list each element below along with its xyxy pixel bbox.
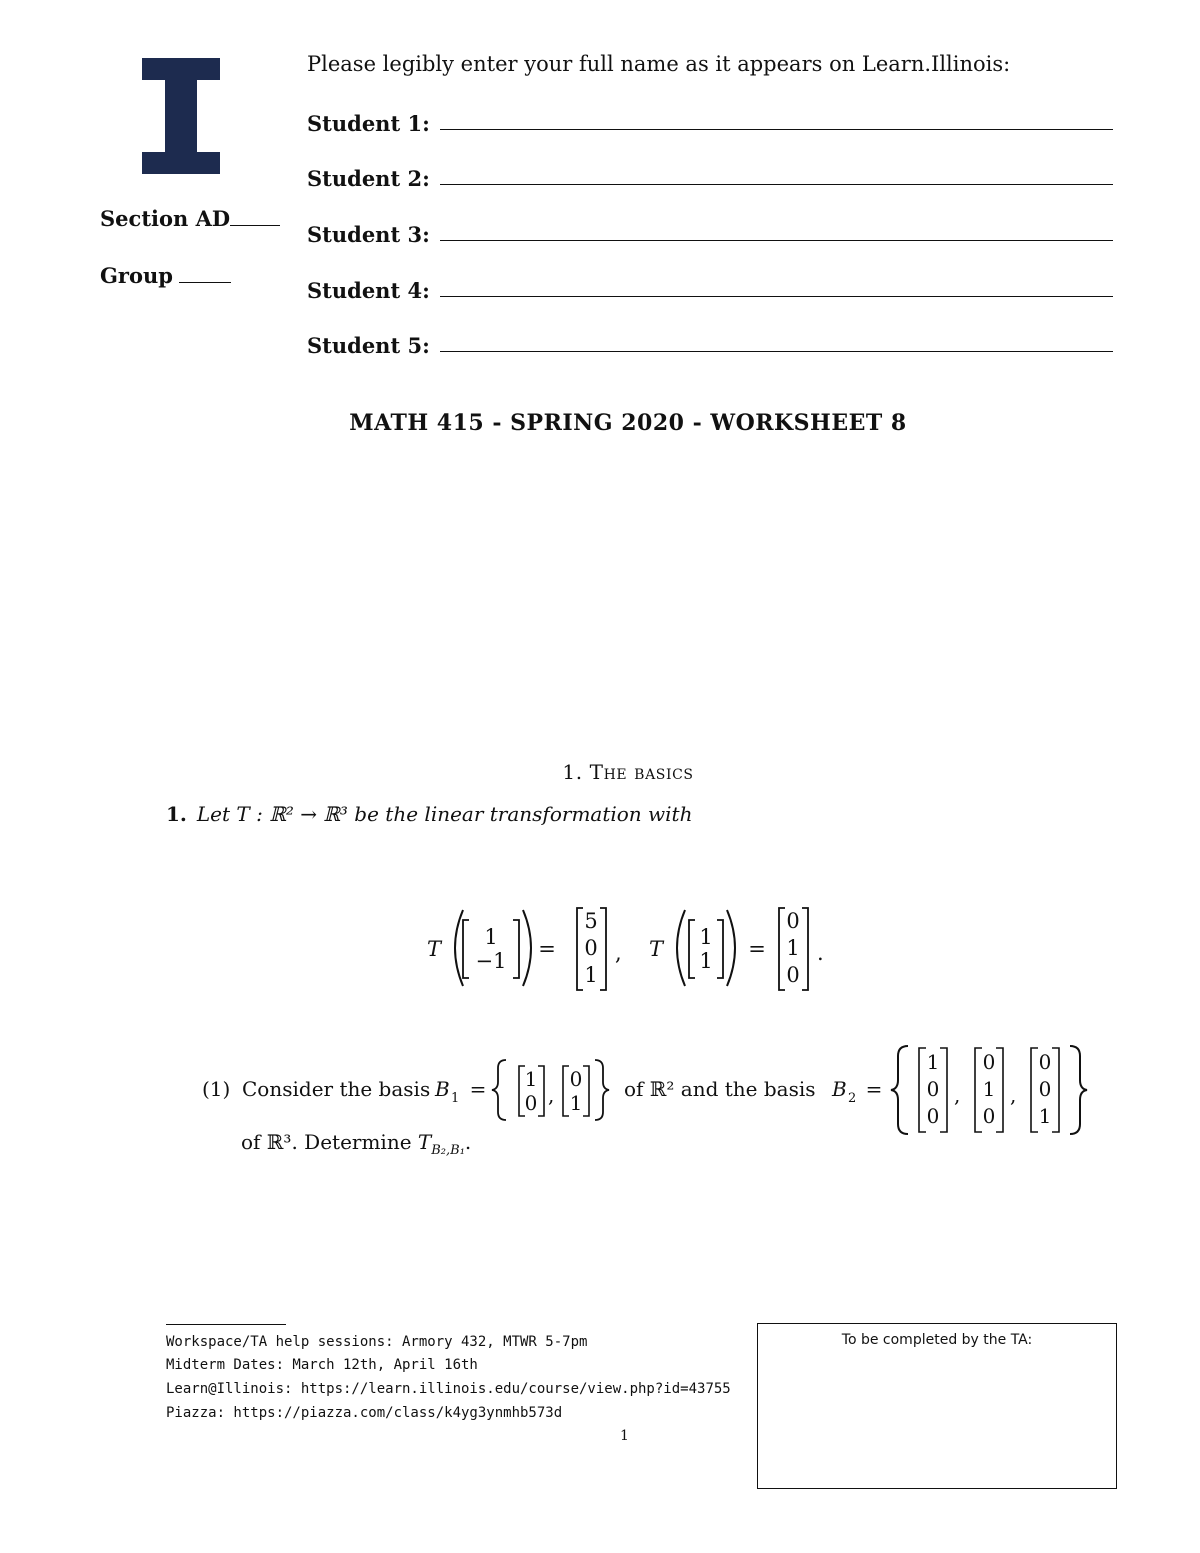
group-field[interactable]	[100, 263, 231, 288]
part-1-text-a: Consider the basis	[242, 1077, 431, 1101]
b2v1-entry-0: 1	[926, 1050, 940, 1074]
bracket-left-b2v1	[919, 1048, 926, 1132]
w1-entry-0: 5	[584, 909, 598, 933]
paren-left-1	[455, 910, 463, 986]
b2v2-entry-2: 0	[982, 1104, 996, 1128]
eq-sign-1: =	[538, 937, 556, 961]
ta-box[interactable]	[757, 1323, 1117, 1489]
bracket-right-w1	[600, 908, 606, 990]
bracket-left-b2v3	[1031, 1048, 1038, 1132]
w2-entry-1: 1	[786, 936, 800, 960]
b2v1-entry-1: 0	[926, 1077, 940, 1101]
part-1-label: (1)	[202, 1077, 231, 1101]
ta-box-label: To be completed by the TA:	[841, 1332, 1033, 1348]
eq-sign-2: =	[748, 937, 766, 961]
bracket-right-v2	[717, 920, 723, 978]
page-number: 1	[620, 1428, 629, 1444]
section-field[interactable]	[100, 206, 280, 231]
part-1-cont-subscript: B₂,B₁	[431, 1143, 465, 1158]
student-3-row[interactable]	[307, 215, 1113, 247]
section-label: Section AD	[100, 206, 231, 231]
bracket-left-w2	[779, 908, 785, 990]
problem-number: 1.	[166, 802, 187, 826]
v1-entry-1: −1	[475, 949, 507, 973]
section-heading	[0, 760, 1200, 784]
part-1-continuation	[241, 1130, 471, 1158]
brace-left-B1	[492, 1060, 506, 1120]
student-2-line[interactable]	[440, 183, 1113, 185]
group-label: Group	[100, 263, 173, 288]
w2-entry-2: 0	[786, 963, 800, 987]
student-5-line[interactable]	[440, 350, 1113, 352]
paren-right-1	[523, 910, 531, 986]
eq-T-1: T	[427, 937, 442, 961]
student-1-row[interactable]	[307, 104, 1113, 136]
part-1-eq-2: =	[865, 1077, 883, 1101]
student-3-label: Student 3:	[307, 222, 430, 247]
student-5-row[interactable]	[307, 326, 1113, 358]
v2-entry-0: 1	[699, 925, 713, 949]
section-line[interactable]	[230, 224, 280, 226]
b1v1-entry-0: 1	[524, 1067, 538, 1091]
footer-help-sessions: Workspace/TA help sessions: Armory 432, MTWR 5-7pm	[166, 1334, 588, 1350]
student-4-label: Student 4:	[307, 278, 430, 303]
section-number: 1.	[562, 760, 583, 784]
part-1-text-b: of ℝ² and the basis	[624, 1077, 816, 1101]
part-1-cont-end: .	[464, 1130, 472, 1154]
footer-learn-link[interactable]: Learn@Illinois: https://learn.illinois.edu/course/view.php?id=43755	[166, 1381, 731, 1397]
name-prompt: Please legibly enter your full name as it appears on Learn.Illinois:	[307, 52, 1011, 76]
paren-right-2	[727, 910, 735, 986]
b2-separator-1: ,	[954, 1083, 961, 1107]
footer-rule	[166, 1324, 286, 1325]
basis-B2-subscript: 2	[848, 1091, 857, 1106]
transformation-equation	[425, 900, 835, 1000]
b2v2-entry-1: 1	[982, 1077, 996, 1101]
bracket-right-b2v2	[996, 1048, 1003, 1132]
statement-pre: Let	[196, 802, 237, 826]
statement-map: T : ℝ² → ℝ³	[236, 802, 348, 826]
basis-B2-symbol: B	[832, 1077, 847, 1101]
student-5-label: Student 5:	[307, 333, 430, 358]
section-name: The basics	[589, 760, 694, 784]
student-2-label: Student 2:	[307, 166, 430, 191]
statement-post: be the linear transformation with	[347, 802, 693, 826]
university-logo-icon	[142, 58, 220, 174]
bracket-right-w2	[802, 908, 808, 990]
eq-separator: ,	[615, 941, 622, 965]
bracket-right-b1v2	[583, 1066, 589, 1116]
v2-entry-1: 1	[699, 949, 713, 973]
student-3-line[interactable]	[440, 239, 1113, 241]
problem-statement	[166, 802, 692, 826]
bracket-left-w1	[577, 908, 583, 990]
w1-entry-2: 1	[584, 963, 598, 987]
basis-B1-symbol: B	[435, 1077, 450, 1101]
b1v1-entry-1: 0	[524, 1091, 538, 1115]
b2v1-entry-2: 0	[926, 1104, 940, 1128]
bracket-left-v2	[689, 920, 695, 978]
student-1-line[interactable]	[440, 128, 1113, 130]
eq-T-2: T	[649, 937, 664, 961]
student-2-row[interactable]	[307, 159, 1113, 191]
w1-entry-1: 0	[584, 936, 598, 960]
b1v2-entry-0: 0	[569, 1067, 583, 1091]
basis-B1-subscript: 1	[451, 1091, 460, 1106]
b2v2-entry-0: 0	[982, 1050, 996, 1074]
b2v3-entry-2: 1	[1038, 1104, 1052, 1128]
student-4-line[interactable]	[440, 295, 1113, 297]
part-1-cont-text: of ℝ³. Determine	[241, 1130, 418, 1154]
part-1-cont-T: T	[417, 1130, 432, 1154]
brace-right-B2	[1070, 1046, 1087, 1134]
group-line[interactable]	[179, 281, 231, 283]
bracket-right-b2v1	[940, 1048, 947, 1132]
bracket-left-b2v2	[975, 1048, 982, 1132]
v1-entry-0: 1	[484, 925, 498, 949]
worksheet-title: MATH 415 - SPRING 2020 - WORKSHEET 8	[349, 410, 907, 436]
brace-right-B1	[595, 1060, 609, 1120]
bracket-left-b1v2	[563, 1066, 569, 1116]
b2-separator-2: ,	[1010, 1083, 1017, 1107]
student-4-row[interactable]	[307, 271, 1113, 303]
bracket-right-b2v3	[1052, 1048, 1059, 1132]
footer-midterm-dates: Midterm Dates: March 12th, April 16th	[166, 1357, 478, 1373]
b1-separator: ,	[548, 1083, 555, 1107]
paren-left-2	[677, 910, 685, 986]
bracket-right-v1	[513, 920, 519, 978]
bracket-right-b1v1	[538, 1066, 544, 1116]
student-1-label: Student 1:	[307, 111, 430, 136]
b2v3-entry-0: 0	[1038, 1050, 1052, 1074]
b1v2-entry-1: 1	[569, 1091, 583, 1115]
footer-piazza-link[interactable]: Piazza: https://piazza.com/class/k4yg3ynmhb573d	[166, 1405, 563, 1421]
part-1-eq-1: =	[469, 1077, 487, 1101]
eq-period: .	[817, 941, 824, 965]
part-1-statement	[202, 1040, 1102, 1140]
bracket-left-v1	[463, 920, 469, 978]
w2-entry-0: 0	[786, 909, 800, 933]
brace-left-B2	[891, 1046, 908, 1134]
b2v3-entry-1: 0	[1038, 1077, 1052, 1101]
